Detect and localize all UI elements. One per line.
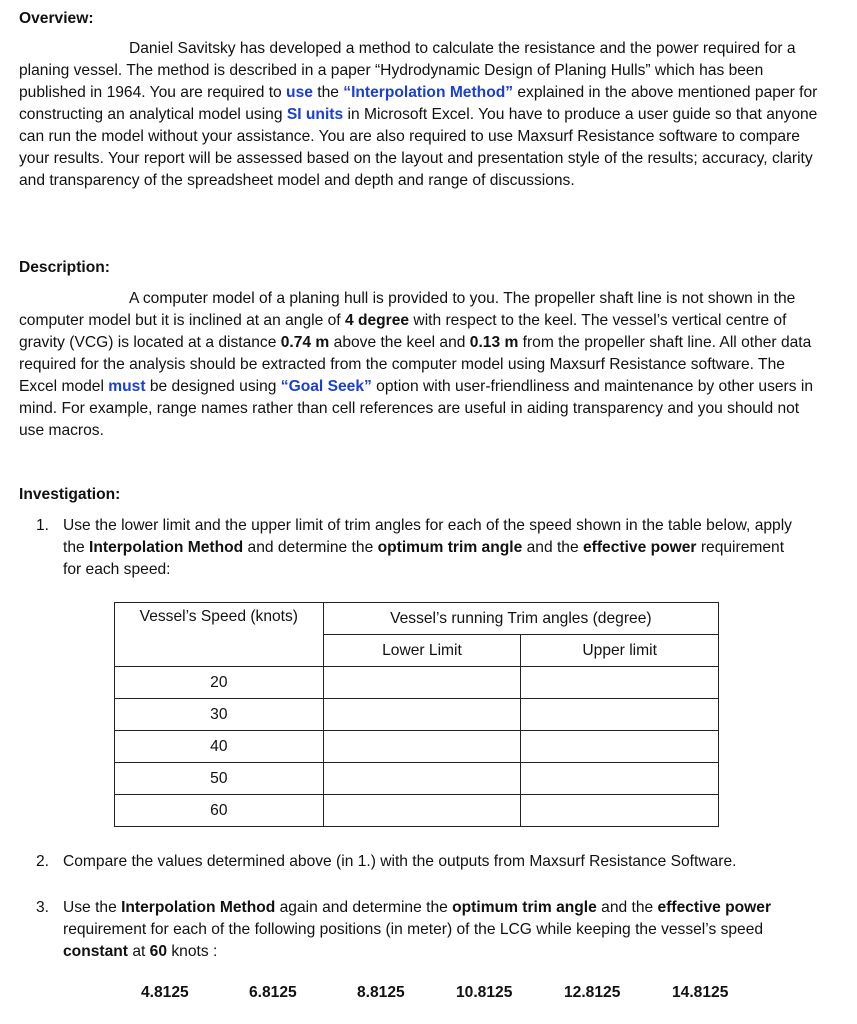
speed-cell: 50: [115, 763, 324, 795]
description-vcg-keel-distance: 0.74 m: [280, 334, 330, 351]
table-row: [115, 699, 719, 731]
lower-limit-cell[interactable]: [323, 763, 521, 795]
speed-cell: 40: [115, 731, 324, 763]
lower-limit-cell[interactable]: [323, 795, 521, 827]
description-text-5: be designed using: [145, 378, 281, 395]
item-1-interpolation: Interpolation Method: [89, 539, 244, 556]
overview-use-emphasis: use: [286, 84, 313, 101]
investigation-item-2: [36, 851, 806, 873]
table-row: [115, 667, 719, 699]
description-goal-seek-emphasis: “Goal Seek”: [280, 378, 372, 395]
lower-limit-cell[interactable]: [323, 699, 521, 731]
item-1-optimum-trim: optimum trim angle: [377, 539, 523, 556]
trim-angle-table: [114, 602, 719, 827]
upper-limit-header: Upper limit: [521, 635, 719, 667]
investigation-heading: Investigation:: [19, 486, 121, 503]
item-2-number: 2.: [36, 853, 50, 870]
overview-interpolation-emphasis: “Interpolation Method”: [343, 84, 514, 101]
item-3-text-3: and the: [596, 899, 658, 916]
lower-limit-cell[interactable]: [323, 731, 521, 763]
item-3-constant: constant: [63, 943, 128, 960]
speed-cell: 60: [115, 795, 324, 827]
item-2-text: Compare the values determined above (in 1.) with the outputs from Maxsurf Resistance Software.: [63, 853, 737, 870]
investigation-item-3: [36, 897, 806, 963]
lower-limit-cell[interactable]: [323, 667, 521, 699]
table-row: [115, 731, 719, 763]
item-3-interpolation: Interpolation Method: [121, 899, 276, 916]
item-1-number: 1.: [36, 517, 50, 534]
description-text-4: from the propeller shaft line. All other data required for the analysis should be extracted from the computer model using Maxsurf Resistance software. The Excel model: [19, 334, 812, 395]
overview-text-2: the: [312, 84, 344, 101]
item-3-text-1: Use the: [63, 899, 122, 916]
description-angle: 4 degree: [344, 312, 410, 329]
upper-limit-cell[interactable]: [521, 699, 719, 731]
lcg-position: 6.8125: [249, 984, 297, 1001]
description-paragraph: [19, 288, 819, 442]
lcg-position: 14.8125: [672, 984, 729, 1001]
lcg-position: 12.8125: [564, 984, 621, 1001]
overview-heading: Overview:: [19, 10, 94, 27]
description-text-1: A computer model of a planing hull is provided to you. The propeller shaft line is not shown in the computer model but it is inclined at an angle of: [19, 290, 796, 329]
item-3-optimum-trim: optimum trim angle: [452, 899, 597, 916]
table-row: [115, 795, 719, 827]
speed-cell: 30: [115, 699, 324, 731]
item-3-speed-value: 60: [149, 943, 168, 960]
overview-text-3: explained in the above mentioned paper for constructing an analytical model using: [19, 84, 818, 123]
item-3-effective-power: effective power: [657, 899, 772, 916]
description-text-3: above the keel and: [329, 334, 470, 351]
upper-limit-cell[interactable]: [521, 795, 719, 827]
item-1-text-1: Use the lower limit and the upper limit of trim angles for each of the speed shown in the table below, apply the: [63, 517, 792, 556]
upper-limit-cell[interactable]: [521, 731, 719, 763]
item-3-text: [63, 897, 806, 963]
investigation-item-1: [36, 515, 806, 581]
description-text-6: option with user-friendliness and maintenance by other users in mind. For example, range names rather than cell references are useful in aiding transparency and you should not use macros.: [19, 378, 814, 439]
upper-limit-cell[interactable]: [521, 763, 719, 795]
description-vcg-shaft-distance: 0.13 m: [469, 334, 519, 351]
description-must-emphasis: must: [108, 378, 146, 395]
lower-limit-header: Lower Limit: [323, 635, 521, 667]
item-1-text: [63, 515, 806, 581]
item-3-text-2: again and determine the: [275, 899, 453, 916]
overview-si-units-emphasis: SI units: [286, 106, 344, 123]
item-1-text-4: requirement for each speed:: [63, 539, 785, 578]
speed-column-header: Vessel’s Speed (knots): [115, 603, 324, 667]
lcg-position: 4.8125: [141, 984, 189, 1001]
item-3-text-6: knots :: [167, 943, 218, 960]
overview-paragraph: [19, 38, 819, 192]
table-row: [115, 763, 719, 795]
item-1-effective-power: effective power: [582, 539, 697, 556]
item-1-text-3: and the: [522, 539, 583, 556]
overview-text-1: Daniel Savitsky has developed a method to calculate the resistance and the power required for a planing vessel. The method is described in a paper “Hydrodynamic Design of Planing Hulls” which has been published in 1964. You are required to: [19, 40, 796, 101]
overview-text-4: in Microsoft Excel. You have to produce a user guide so that anyone can run the model without your assistance. You are also required to use Maxsurf Resistance software to compare your results. Your report will be assessed based on the layout and presentation style of the results; accuracy, clarity and transparency of the spreadsheet model and depth and range of discussions.: [19, 106, 818, 189]
speed-cell: 20: [115, 667, 324, 699]
lcg-position: 10.8125: [456, 984, 513, 1001]
item-3-text-5: at: [127, 943, 150, 960]
item-3-number: 3.: [36, 899, 50, 916]
item-1-text-2: and determine the: [243, 539, 378, 556]
description-text-2: with respect to the keel. The vessel’s vertical centre of gravity (VCG) is located at a distance: [19, 312, 787, 351]
upper-limit-cell[interactable]: [521, 667, 719, 699]
item-3-text-4: requirement for each of the following positions (in meter) of the LCG while keeping the vessel’s speed: [63, 921, 764, 938]
trim-column-header: Vessel’s running Trim angles (degree): [323, 603, 718, 635]
lcg-position: 8.8125: [357, 984, 405, 1001]
description-heading: Description:: [19, 259, 110, 276]
